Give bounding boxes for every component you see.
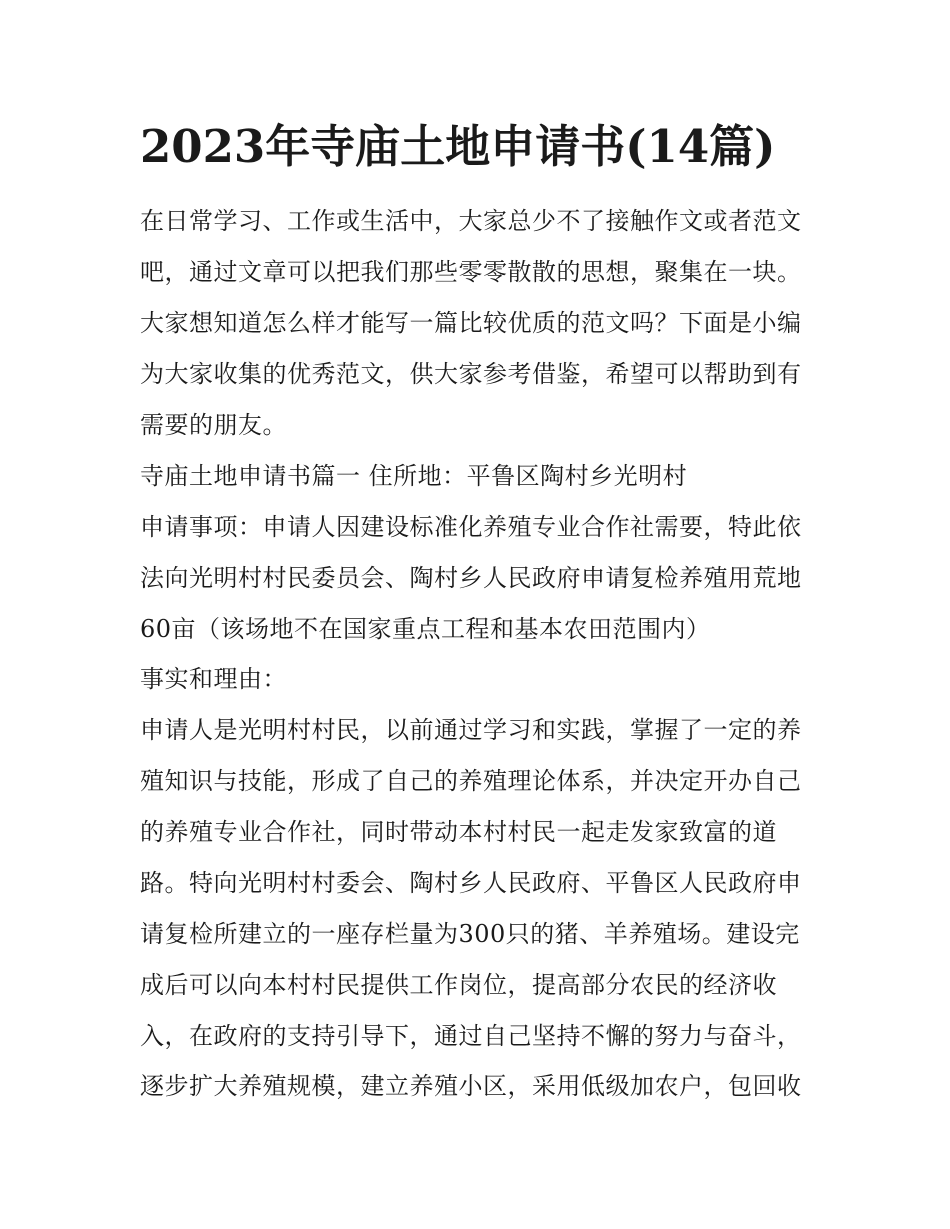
paragraph-line: 需要的朋友。 (140, 411, 287, 439)
paragraph-line: 路。特向光明村村委会、陶村乡人民政府、平鲁区人民政府申 (140, 869, 802, 897)
paragraph-line: 法向光明村村民委员会、陶村乡人民政府申请复检养殖用荒地 (140, 564, 802, 592)
paragraph-line: 为大家收集的优秀范文，供大家参考借鉴，希望可以帮助到有 (140, 360, 802, 388)
paragraph-line: 大家想知道怎么样才能写一篇比较优质的范文吗？下面是小编 (140, 309, 802, 337)
paragraph-line: 逐步扩大养殖规模，建立养殖小区，采用低级加农户，包回收 (140, 1072, 802, 1100)
paragraph-line: 入，在政府的支持引导下，通过自己坚持不懈的努力与奋斗， (140, 1022, 802, 1050)
paragraph-line: 申请人是光明村村民，以前通过学习和实践，掌握了一定的养 (140, 716, 802, 744)
document-title: 2023年寺庙土地申请书(14篇) (140, 120, 776, 173)
paragraph-line: 的养殖专业合作社，同时带动本村村民一起走发家致富的道 (140, 818, 777, 846)
paragraph-line: 成后可以向本村村民提供工作岗位，提高部分农民的经济收 (140, 971, 777, 999)
paragraph-line: 请复检所建立的一座存栏量为300只的猪、羊养殖场。建设完 (140, 920, 800, 948)
section-heading: 寺庙土地申请书篇一 住所地：平鲁区陶村乡光明村 (140, 462, 688, 490)
paragraph-line: 事实和理由： (140, 665, 287, 693)
paragraph-line: 吧，通过文章可以把我们那些零零散散的思想，聚集在一块。 (140, 258, 802, 286)
paragraph-line: 60亩（该场地不在国家重点工程和基本农田范围内） (140, 615, 711, 643)
paragraph-line: 申请事项：申请人因建设标准化养殖专业合作社需要，特此依 (140, 513, 802, 541)
paragraph-line: 在日常学习、工作或生活中，大家总少不了接触作文或者范文 (140, 207, 802, 235)
paragraph-line: 殖知识与技能，形成了自己的养殖理论体系，并决定开办自己 (140, 767, 802, 795)
